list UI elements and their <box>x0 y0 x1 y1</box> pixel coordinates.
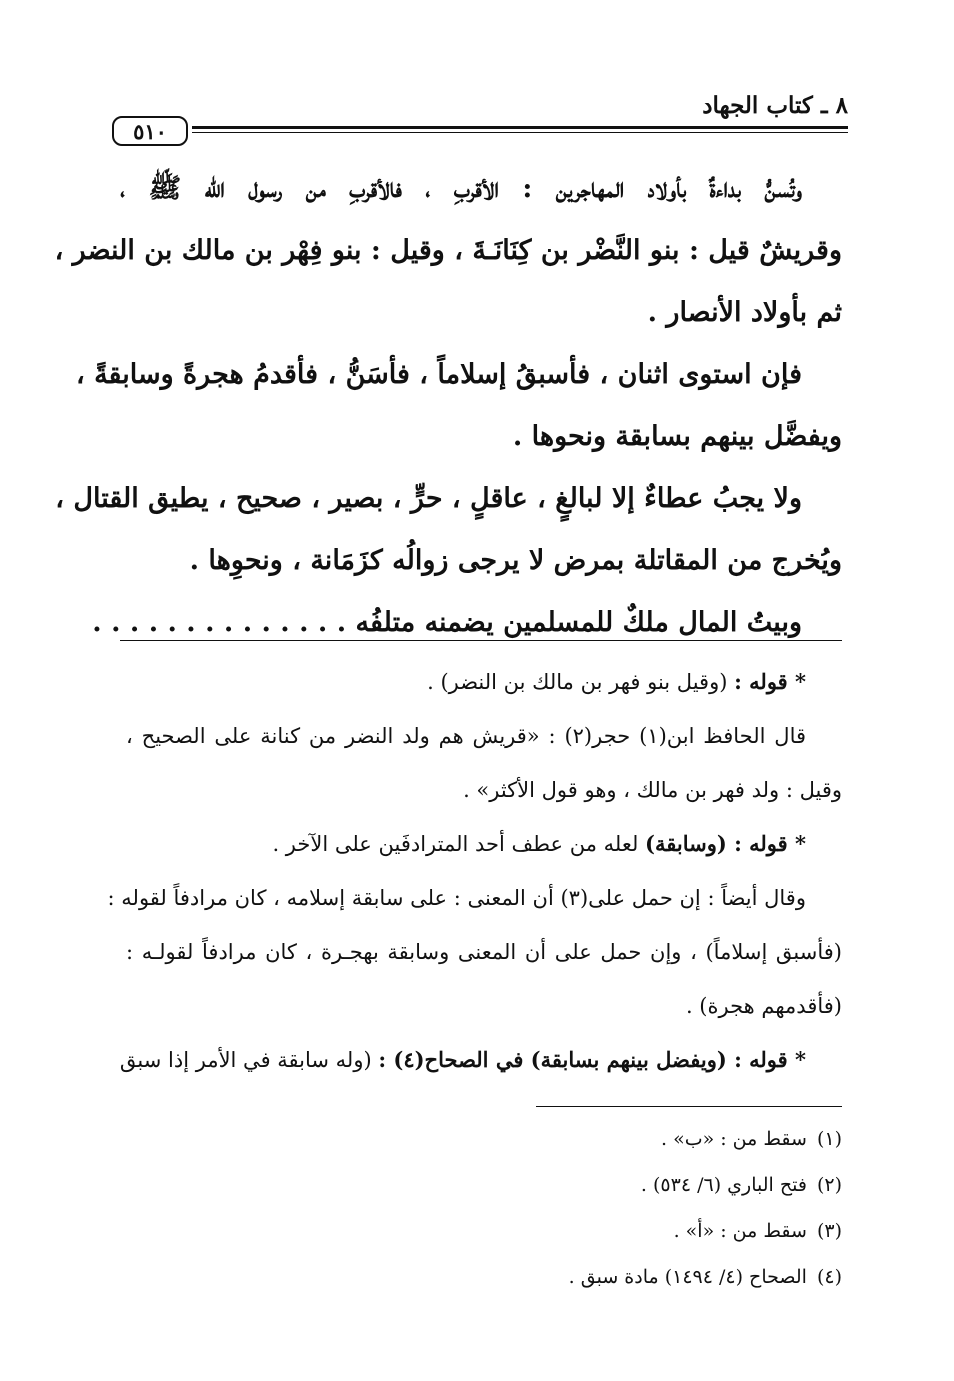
main-line: وبيتُ المال ملكٌ للمسلمين يضمنه متلفُه . . . . . . . . . . . . . . <box>92 607 802 638</box>
footnote <box>300 1254 842 1300</box>
main-line: فإن استوى اثنان ، فأسبقُ إسلاماً ، فأسَنُّ ، فأقدمُ هجرةً وسابقةً ، <box>75 359 802 390</box>
main-line: ويُخرج من المقاتلة بمرض لا يرجى زوالُه كزَمَانة ، ونحوِها . <box>189 545 842 576</box>
commentary-text: (وله سابقة في الأمر إذا سبق <box>119 1048 379 1072</box>
footnotes <box>300 1116 842 1300</box>
footnote-text: سقط من : «أ» . <box>673 1220 807 1242</box>
footnote-number: (٢) <box>816 1174 842 1196</box>
commentary-line <box>126 979 842 1033</box>
commentary-line <box>126 817 842 871</box>
commentary-prefix: * قوله : <box>734 669 806 694</box>
footnote <box>300 1208 842 1254</box>
commentary-line <box>126 925 842 979</box>
page-number: ٥١٠ <box>112 116 188 146</box>
main-line: ولا يجبُ عطاءٌ إلا لبالغٍ ، عاقلٍ ، حرٍّ ، بصير ، صحيح ، يطيق القتال ، <box>55 483 802 514</box>
commentary-line <box>126 763 842 817</box>
main-line: ويفضَّل بينهم بسابقة ونحوها . <box>512 421 842 452</box>
main-line: وقريشٌ قيل : بنو النَّضْر بن كِنَانَـةَ ، وقيل : بنو فِهْر بن مالك بن النضر ، <box>54 235 842 266</box>
main-line: وتُسنُّ بداءةٌ بأولاد المهاجرين : الأقربِ ، فالأقربِ من رسول الله ﷺ ، <box>120 173 802 204</box>
commentary <box>107 655 842 1087</box>
footnote-rule <box>536 1106 842 1107</box>
main-line: ثم بأولاد الأنصار . <box>647 297 842 328</box>
footnote <box>300 1162 842 1208</box>
footnote-number: (٣) <box>816 1220 842 1242</box>
commentary-text: وقيل : ولد فهر بن مالك ، وهو قول الأكثر» . <box>463 778 842 802</box>
footnote <box>300 1116 842 1162</box>
commentary-line <box>107 871 842 925</box>
commentary-prefix: * قوله : (ويفضل بينهم بسابقة) في الصحاح(٤) : <box>378 1047 806 1072</box>
commentary-line <box>126 709 842 763</box>
commentary-text: (فأقدمهم هجرة) . <box>685 994 842 1018</box>
header-rule-thin <box>192 132 848 133</box>
text-separator <box>120 640 842 641</box>
footnote-text: الصحاح (٤/ ١٤٩٤) مادة سبق . <box>568 1266 807 1288</box>
commentary-text: لعله من عطف أحد المترادفَين على الآخر . <box>272 832 646 856</box>
running-title: ٨ ـ كتاب الجهاد <box>702 92 848 119</box>
commentary-text: (فأسبق إسلاماً) ، وإن حمل على أن المعنى وسابقة بهجـرة ، كان مرادفاً لقولـه : <box>126 940 842 964</box>
page-header <box>112 92 848 144</box>
footnote-text: فتح الباري (٦/ ٥٣٤) . <box>640 1174 807 1196</box>
header-rule <box>192 126 848 129</box>
footnote-number: (٤) <box>816 1266 842 1288</box>
commentary-text: وقال أيضاً : إن حمل على(٣) أن المعنى : على سابقة إسلامه ، كان مرادفاً لقوله : <box>107 886 806 910</box>
commentary-line <box>119 1033 842 1087</box>
commentary-text: (وقيل بنو فهر بن مالك بن النضر) . <box>427 670 735 694</box>
commentary-prefix: * قوله : (وسابقة) <box>645 831 806 856</box>
commentary-line <box>126 655 842 709</box>
commentary-text: قال الحافظ ابن(١) حجر(٢) : «قريش هم ولد النضر من كنانة على الصحيح ، <box>126 724 807 748</box>
footnote-number: (١) <box>816 1128 842 1150</box>
main-text <box>54 158 842 654</box>
footnote-text: سقط من : «ب» . <box>660 1128 807 1150</box>
